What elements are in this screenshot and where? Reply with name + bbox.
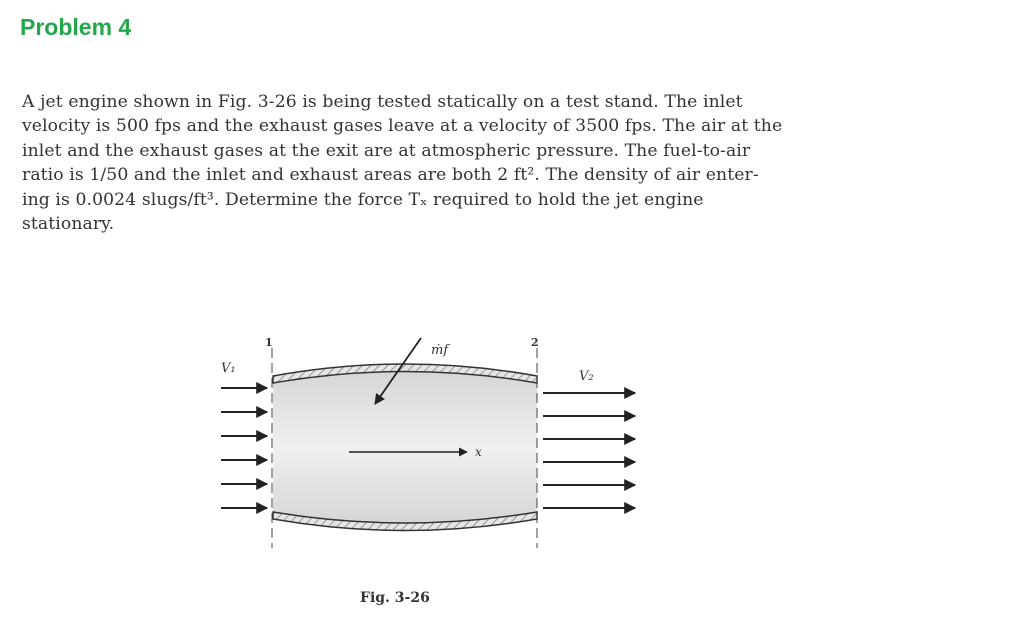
exit-velocity-label: V₂ (579, 369, 594, 384)
problem-heading: Problem 4 (20, 14, 132, 40)
problem-line: stationary. (22, 214, 115, 235)
problem-line: ratio is 1/50 and the inlet and exhaust areas are both 2 ft². The density of air enter- (22, 165, 759, 186)
engine-interior (273, 372, 537, 524)
fuel-flow-label: ṁf (431, 343, 449, 358)
inlet-velocity-label: V₁ (221, 361, 236, 376)
inlet-flow-arrows (221, 388, 267, 508)
x-axis-label: x (475, 445, 482, 459)
problem-line: inlet and the exhaust gases at the exit are at atmospheric pressure. The fuel-to-air (22, 140, 751, 161)
exit-flow-arrows (543, 393, 635, 508)
figure-caption: Fig. 3-26 (360, 590, 430, 606)
problem-line: A jet engine shown in Fig. 3-26 is being tested statically on a test stand. The inlet (22, 92, 743, 112)
problem-statement (22, 90, 994, 236)
problem-line: velocity is 500 fps and the exhaust gases leave at a velocity of 3500 fps. The air at the (22, 116, 783, 137)
jet-engine-figure (195, 320, 655, 580)
problem-line: ing is 0.0024 slugs/ft³. Determine the force Tₓ required to hold the jet engine (22, 189, 704, 210)
section-1-label: 1 (265, 336, 273, 349)
section-2-label: 2 (531, 336, 539, 349)
